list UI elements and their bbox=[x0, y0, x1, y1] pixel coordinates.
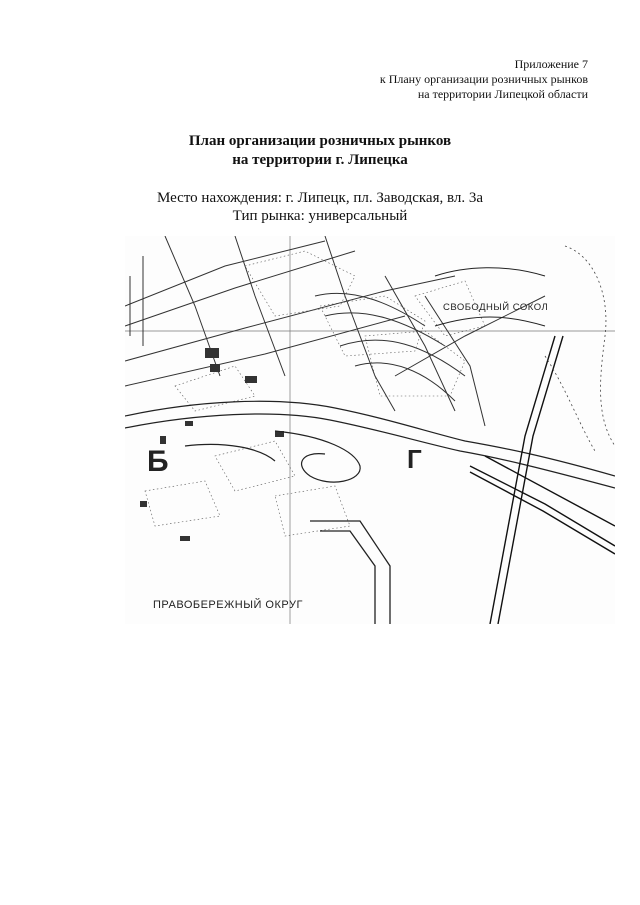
annex-reference: к Плану организации розничных рынков bbox=[379, 72, 588, 86]
annex-number: Приложение 7 bbox=[514, 57, 588, 71]
map-background bbox=[125, 236, 615, 624]
annex-block bbox=[380, 57, 588, 102]
market-info bbox=[0, 189, 640, 225]
map-label-letter-b: Б bbox=[147, 445, 169, 478]
title-line-1: План организации розничных рынков bbox=[188, 133, 452, 149]
title-line-2: на территории г. Липецка bbox=[232, 152, 408, 168]
market-location-map bbox=[125, 236, 615, 624]
document-title bbox=[0, 132, 640, 170]
map-label-pravoberezhny: ПРАВОБЕРЕЖНЫЙ ОКРУГ bbox=[153, 599, 303, 611]
market-location: Место нахождения: г. Липецк, пл. Заводская, вл. 3а bbox=[156, 190, 484, 206]
map-label-svobodny-sokol: СВОБОДНЫЙ СОКОЛ bbox=[443, 302, 549, 313]
map-label-letter-g: Г bbox=[407, 444, 422, 474]
annex-region: на территории Липецкой области bbox=[417, 87, 588, 101]
market-type: Тип рынка: универсальный bbox=[232, 208, 408, 224]
map-svg bbox=[125, 236, 615, 624]
